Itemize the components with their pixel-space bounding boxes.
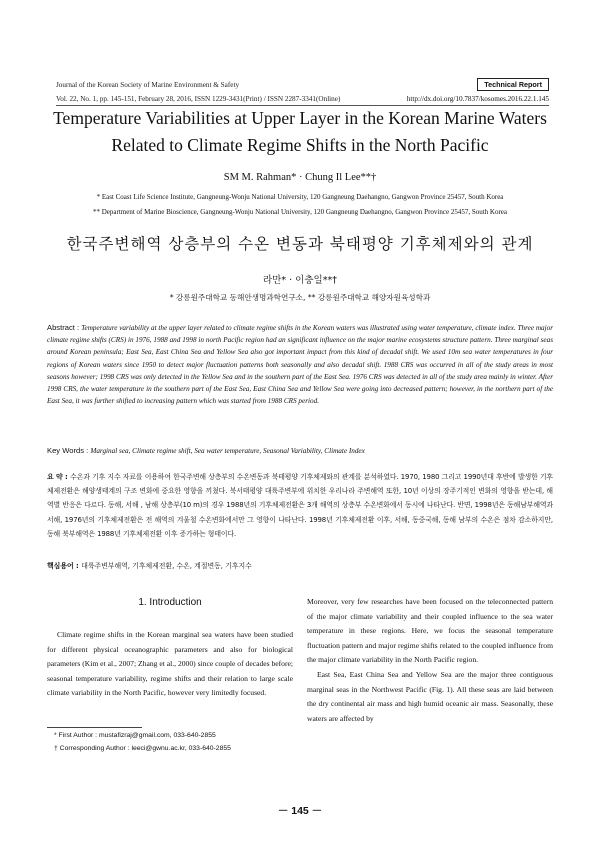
abstract-text: Temperature variability at the upper layer related to climate regime shifts in the Korean waters was illustrated using water temperature, climate index. Three major climate regime shifts (CRS) in 1976, 1988 and 1998 in north Pacific region had an significant influence on the major marine ecosystems structure pattern. Three marginal seas around Korean peninsula; East Sea, East China Sea and Yellow Sea also got important impact from this kind of decadal shift. We used 10m sea water temperatures in four regions of Korean waters since 1950 to detect major fluctuation patterns both seasonally and also decadal shift. 1988 CRS was occurred in all of the study areas in most seasons however; 1998 CRS was only detected in the Yellow Sea and in the southern part of the East Sea. 1976 CRS was detected in all of the study area mainly in winter. After 1998 CRS, the water temperature in the southern part of the East Sea, East China Sea and Yellow Sea were going into decreased pattern; however, in the northern part of the East Sea, it was further shifted to increasing pattern which was started from 1988 CRS period. [47, 324, 553, 406]
doi-link[interactable]: http://dx.doi.org/10.7837/kosomes.2016.22.1.145 [406, 95, 549, 103]
korean-affiliation: * 강릉원주대학교 동해안생명과학연구소, ** 강릉원주대학교 해양자원육성학과 [169, 293, 431, 302]
korean-abstract-label: 요 약 : [47, 473, 71, 481]
footnote-corresponding-author: † Corresponding Author : leeci@gwnu.ac.kr, 033-640-2855 [54, 745, 231, 752]
keywords-text: Marginal sea, Climate regime shift, Sea water temperature, Seasonal Variability, Climate Index [90, 447, 365, 455]
intro-paragraph-2: Moreover, very few researches have been focused on the teleconnected pattern of the major climate variability and their coupled influence to the sea water temperature in these regions. Here, we focus the seasonal temperature fluctuation pattern and major regime shifts related to the coupled influence from the major climate variability in the North Pacific region. [307, 597, 553, 665]
abstract [47, 322, 553, 407]
footnote-first-author: * First Author : mustafizraj@gmail.com, 033-640-2855 [54, 732, 216, 739]
abstract-label: Abstract : [47, 323, 82, 332]
korean-authors: 라만* · 이충일**† [263, 275, 337, 286]
journal-name: Journal of the Korean Society of Marine Environment & Safety [56, 81, 240, 89]
korean-abstract-text: 수온과 기후 지수 자료를 이용하여 한국주변해 상층부의 수온변동과 북태평양 기후체제와의 관계를 분석하였다. 1970, 1980 그리고 1990년대 후반에 발생한 기후체제전환은 해양생태계의 구조 변화에 중요한 영향을 끼쳤다. 북서태평양 대륙주변부에 위치한 우리나라 주변해역 또한, 10년 이상의 장주기적인 변화의 영향을 받는데, 해역별 반응은 다르다. 동해, 서해 , 남해 상층부(10 m)의 경우 1988년의 기후체제전환은 3개 해역의 상층부 수온변화에서 동시에 나타난다. 반면, 1998년은 동해남부해역과 서해, 1976년의 기후체제전환은 전 해역의 겨울철 수온변화에서만 그 영향이 나타난다. 1998년 기후체제전환 이후, 서해, 동중국해, 동해 남부의 수온은 점차 감소하지만, 동해 북부해역은 1988년 기후체제전환 이후 증가하는 형태이다. [47, 473, 553, 538]
korean-abstract [47, 470, 553, 541]
korean-keywords [47, 560, 553, 570]
affiliation-1: * East Coast Life Science Institute, Gangneung-Wonju National University, 120 Gangneung Daehangno, Gangwon Province 25457, South Korea [96, 193, 504, 201]
korean-title: 한국주변해역 상층부의 수온 변동과 북태평양 기후체제와의 관계 [66, 235, 534, 253]
intro-paragraph-1: Climate regime shifts in the Korean marginal sea waters have been studied for different physical oceanographic parameters and also for biological parameters (Kim et al., 2007; Zhang et al., 2000) since couple of decades before; seasonal temperature variability, regime shifts and their relation to large scale climate variability in the North Pacific, however very limitedly focused. [47, 630, 293, 698]
keywords [47, 446, 553, 455]
left-column [47, 628, 293, 701]
volume-info: Vol. 22, No. 1, pp. 145-151, February 28, 2016, ISSN 1229-3431(Print) / ISSN 2287-3341(Online) [56, 95, 341, 103]
authors: SM M. Rahman* · Chung Il Lee**† [223, 172, 377, 183]
paper-title-line2: Related to Climate Regime Shifts in the North Pacific [111, 135, 489, 155]
affiliation-2: ** Department of Marine Bioscience, Gangneung-Wonju National University, 120 Gangneung Daehangno, Gangwon Province 25457, South Korea [92, 208, 508, 216]
korean-keywords-label: 핵심용어 : [47, 562, 82, 570]
korean-keywords-text: 대륙주변부해역, 기후체제전환, 수온, 계절변동, 기후지수 [81, 562, 252, 570]
right-column [307, 595, 553, 726]
intro-paragraph-3: East Sea, East China Sea and Yellow Sea are the major three contiguous marginal seas in the Northwest Pacific (Fig. 1). All these seas are laid between the dry continental air mass and high humid oceanic air mass. Seasonally, these waters are affected by [307, 669, 553, 723]
section-heading-introduction: 1. Introduction [138, 597, 202, 608]
footnote-rule [47, 727, 142, 728]
page-number: － 145 － [277, 805, 323, 817]
technical-report-badge: Technical Report [477, 78, 549, 91]
paper-title-line1: Temperature Variabilities at Upper Layer in the Korean Marine Waters [53, 108, 547, 128]
keywords-label: Key Words : [47, 446, 91, 455]
